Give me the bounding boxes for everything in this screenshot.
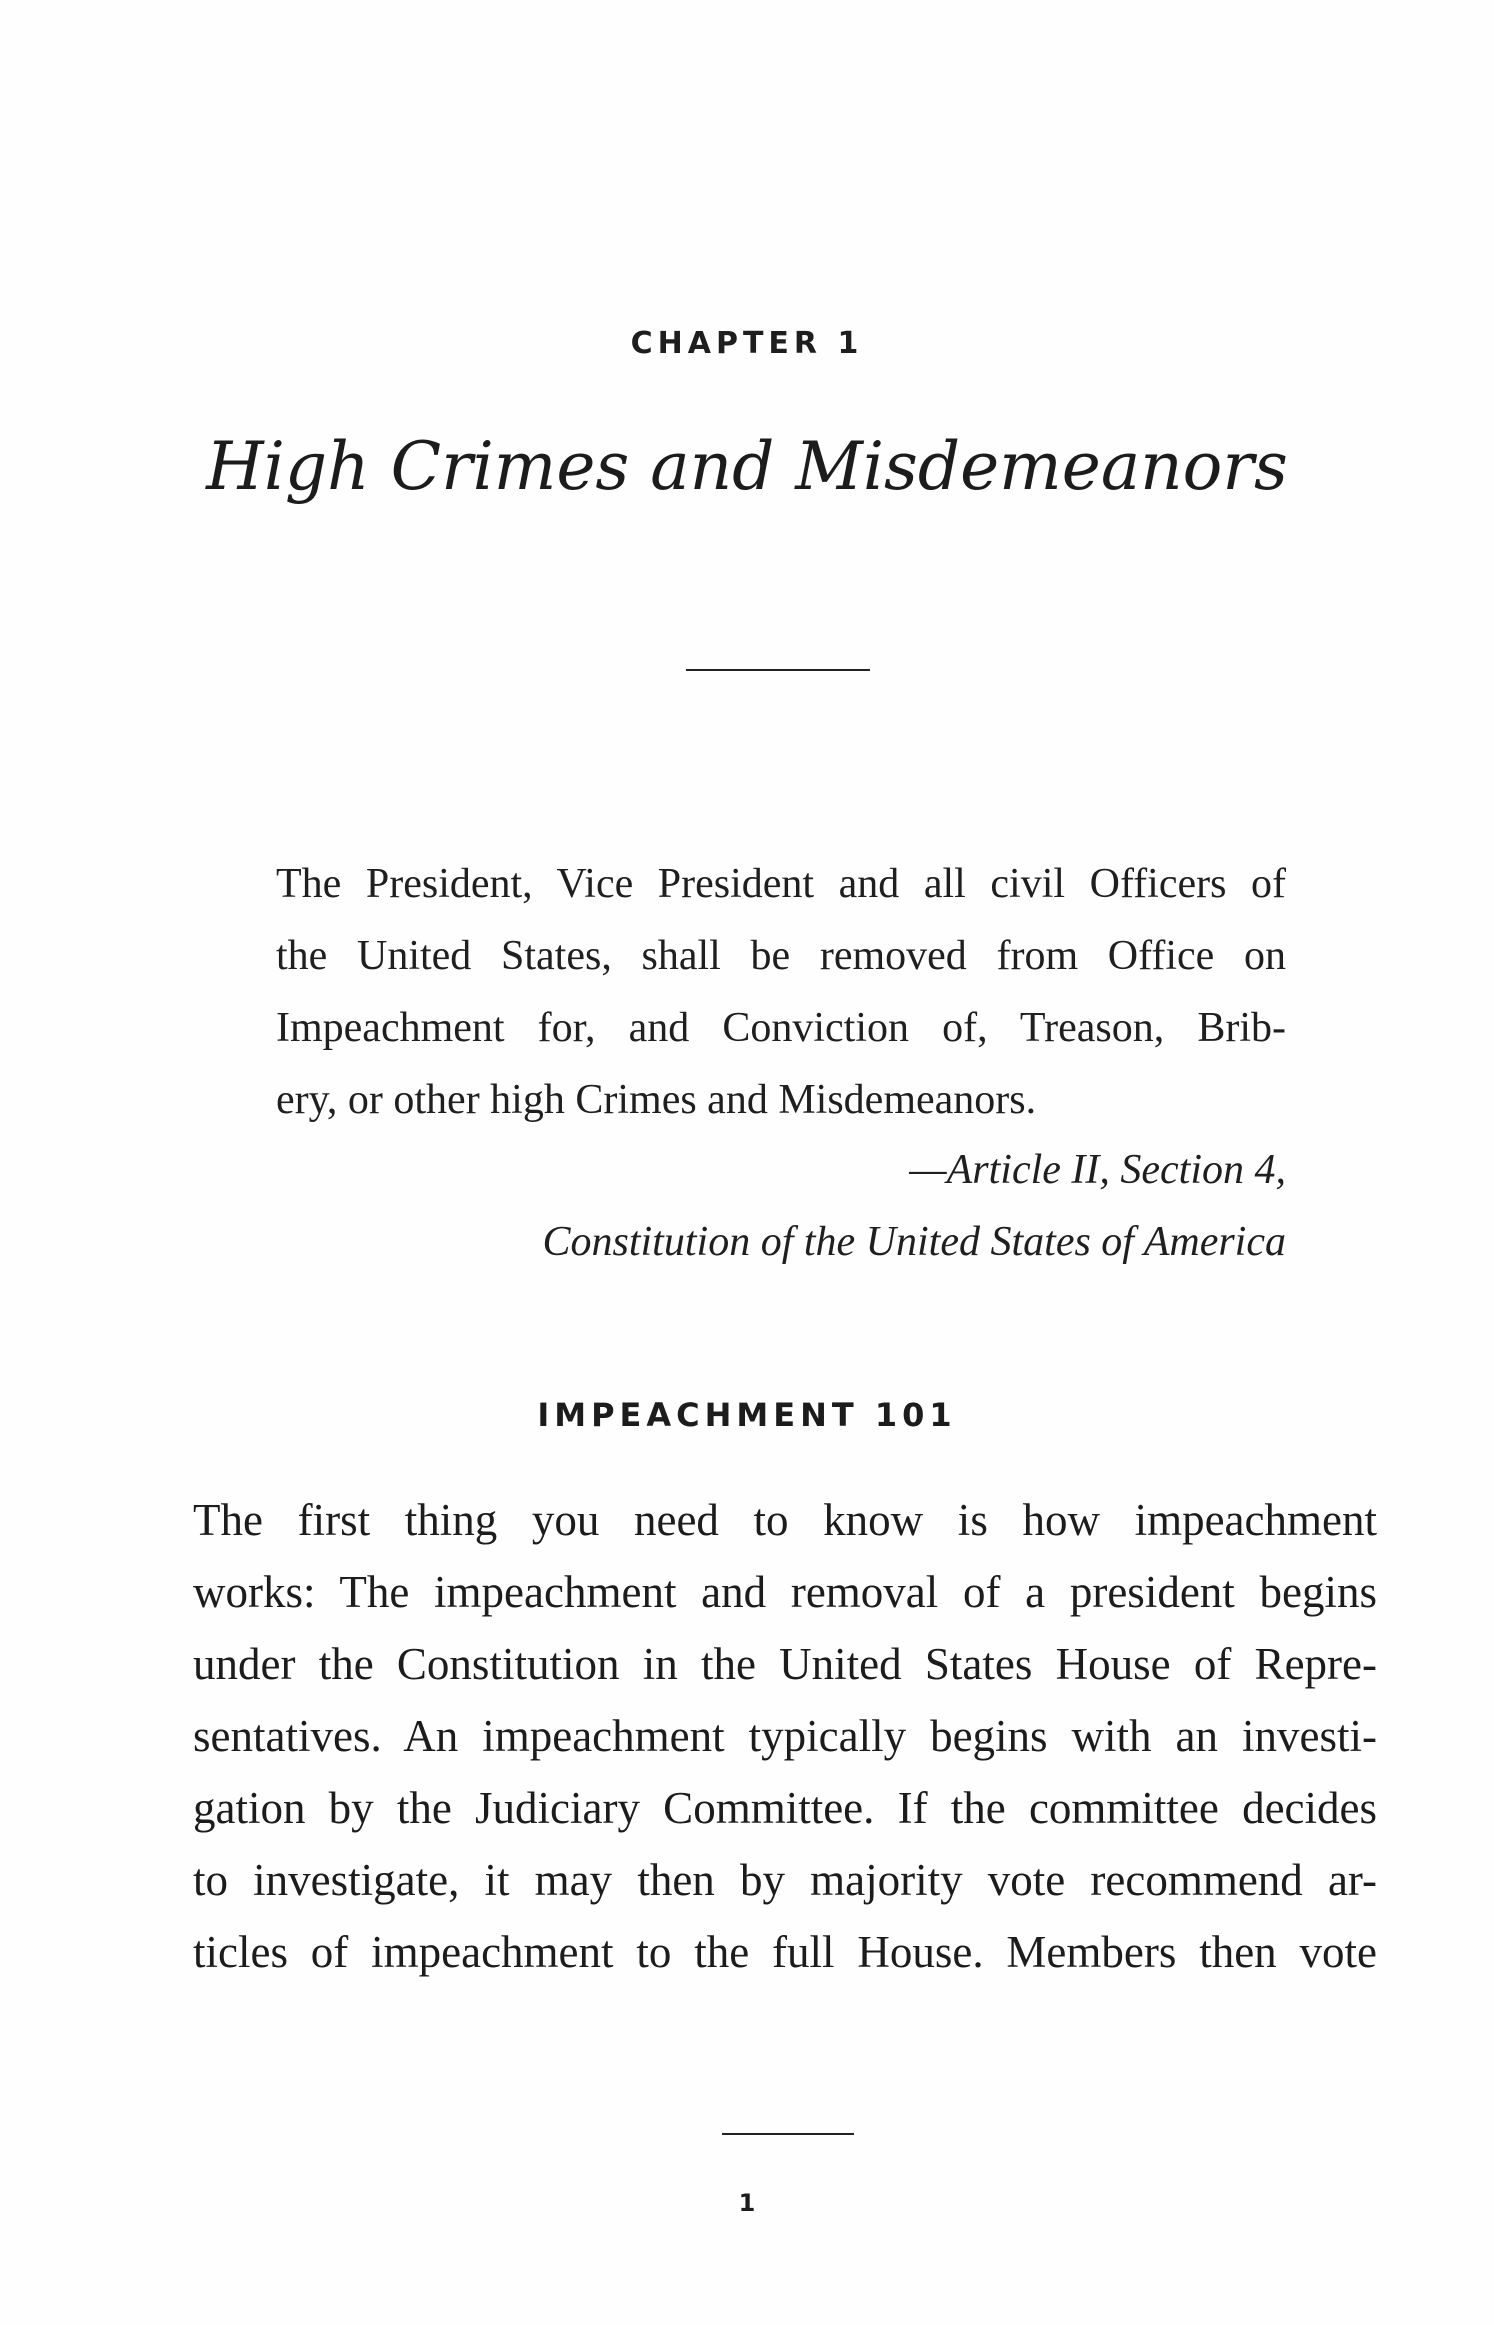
chapter-label: CHAPTER 1 xyxy=(630,326,864,361)
epigraph-line: The President, Vice President and all civil Officers of xyxy=(276,861,1286,907)
attribution-line: —Article II, Section 4, xyxy=(909,1147,1286,1193)
epigraph-line: the United States, shall be removed from Office on xyxy=(276,933,1286,979)
body-line: gation by the Judiciary Committee. If the committee decides xyxy=(193,1783,1377,1833)
body-line: under the Constitution in the United States House of Repre- xyxy=(193,1639,1377,1689)
body-line: ticles of impeachment to the full House. Members then vote xyxy=(193,1927,1377,1977)
chapter-title: High Crimes and Misdemeanors xyxy=(206,428,1288,505)
body-paragraph xyxy=(193,1484,1377,1988)
epigraph-attribution xyxy=(276,1134,1286,1278)
body-line: to investigate, it may then by majority vote recommend ar- xyxy=(193,1855,1377,1905)
body-line: sentatives. An impeachment typically begins with an investi- xyxy=(193,1711,1377,1761)
section-heading: IMPEACHMENT 101 xyxy=(537,1396,957,1434)
ornamental-rule-bottom xyxy=(722,2133,854,2135)
ornamental-rule-top xyxy=(686,669,870,671)
body-line: works: The impeachment and removal of a president begins xyxy=(193,1567,1377,1617)
epigraph-line: Impeachment for, and Conviction of, Treason, Brib- xyxy=(276,1005,1286,1051)
page-number: 1 xyxy=(738,2189,756,2217)
epigraph-line: ery, or other high Crimes and Misdemeanors. xyxy=(276,1077,1037,1123)
attribution-line: Constitution of the United States of America xyxy=(542,1219,1286,1265)
body-line: The first thing you need to know is how impeachment xyxy=(193,1495,1377,1545)
epigraph-quote xyxy=(276,848,1286,1136)
